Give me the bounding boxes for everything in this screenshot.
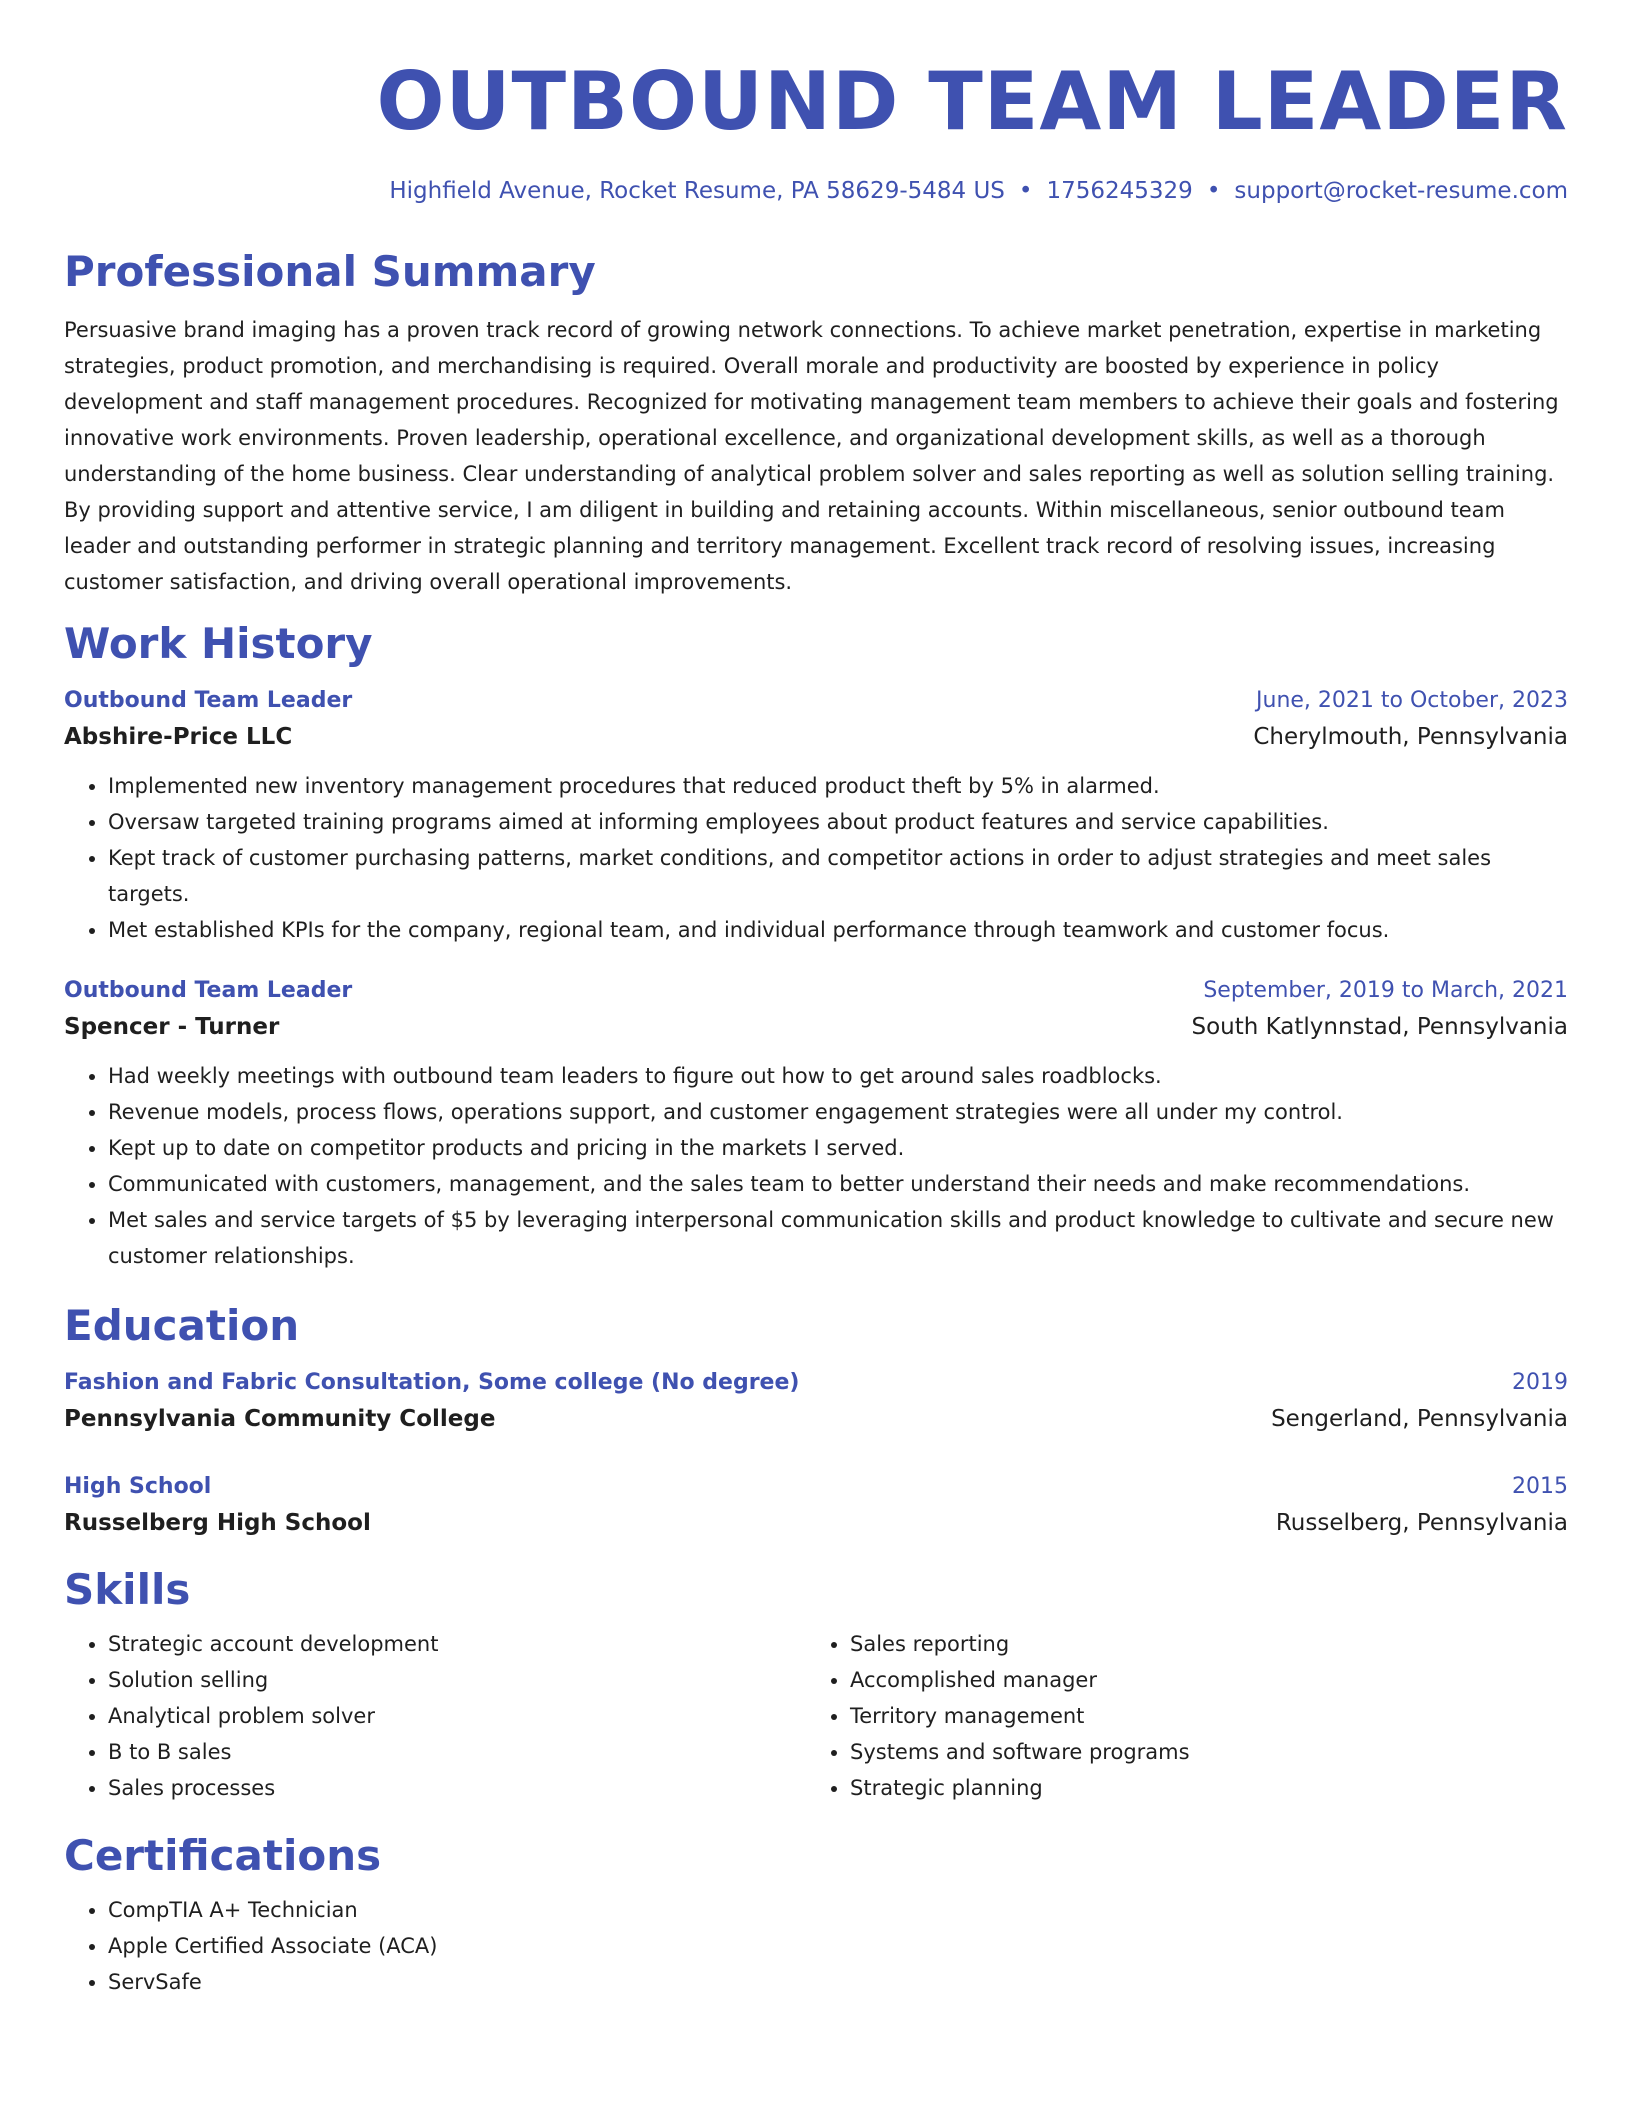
skill-item: • Territory management xyxy=(850,1698,1548,1734)
job-bullets xyxy=(64,1058,1568,1274)
job-bullets xyxy=(64,768,1568,948)
skill-item: • Sales processes xyxy=(108,1770,806,1806)
education-header-row xyxy=(64,1366,1568,1400)
job-header-row xyxy=(64,684,1568,718)
job-bullet: • Kept up to date on competitor products and pricing in the markets I served. xyxy=(108,1130,1568,1166)
skill-item: • Solution selling xyxy=(108,1662,806,1698)
education-school: Russelberg High School xyxy=(64,1510,371,1536)
education-header-row xyxy=(64,1470,1568,1504)
resume-page xyxy=(64,52,1568,2000)
education-heading: Education xyxy=(64,1301,300,1350)
education-location: Russelberg, Pennsylvania xyxy=(1275,1510,1568,1536)
resume-header xyxy=(64,52,1568,206)
education-school: Pennsylvania Community College xyxy=(64,1406,496,1432)
education-school-row xyxy=(64,1504,1568,1542)
education-degree: Fashion and Fabric Consultation, Some college (No degree) xyxy=(64,1370,800,1395)
job-company-row xyxy=(64,1008,1568,1046)
skills-list-right xyxy=(806,1626,1548,1806)
job-bullet: • Communicated with customers, management, and the sales team to better understand their needs and make recommendations. xyxy=(108,1166,1568,1202)
contact-phone: 1756245329 xyxy=(1046,178,1193,204)
job-bullet: • Had weekly meetings with outbound team leaders to figure out how to get around sales roadblocks. xyxy=(108,1058,1568,1094)
skill-item: • Strategic account development xyxy=(108,1626,806,1662)
job-company: Abshire-Price LLC xyxy=(64,724,293,750)
job-dates: September, 2019 to March, 2021 xyxy=(1203,978,1568,1003)
contact-address: Highfield Avenue, Rocket Resume, PA 58629-5484 US xyxy=(389,178,1005,204)
skill-item: • Sales reporting xyxy=(850,1626,1548,1662)
job-entry xyxy=(64,684,1568,948)
job-header-row xyxy=(64,974,1568,1008)
certification-item: • CompTIA A+ Technician xyxy=(108,1892,1568,1928)
skills-list-left xyxy=(64,1626,806,1806)
skill-item: • Strategic planning xyxy=(850,1770,1548,1806)
job-bullet: • Kept track of customer purchasing patterns, market conditions, and competitor actions in order to adjust strategies and meet sales targets. xyxy=(108,840,1568,912)
job-company: Spencer - Turner xyxy=(64,1014,280,1040)
skill-item: • Analytical problem solver xyxy=(108,1698,806,1734)
work-history-heading: Work History xyxy=(64,619,373,668)
job-location: Cherylmouth, Pennsylvania xyxy=(1253,724,1568,750)
skill-item: • Systems and software programs xyxy=(850,1734,1548,1770)
job-location: South Katlynnstad, Pennsylvania xyxy=(1191,1014,1568,1040)
job-dates: June, 2021 to October, 2023 xyxy=(1256,688,1568,713)
contact-email: support@rocket-resume.com xyxy=(1234,178,1568,204)
skills-columns xyxy=(64,1626,1568,1806)
education-location: Sengerland, Pennsylvania xyxy=(1271,1406,1568,1432)
summary-text: Persuasive brand imaging has a proven track record of growing network connections. To achieve market penetration, expertise in marketing strategies, product promotion, and merchandising is required. Overall morale and productivity are boosted by experience in policy development and staff management procedures. Recognized for motivating management team members to achieve their goals and fostering innovative work environments. Proven leadership, operational excellence, and organizational development skills, as well as a thorough understanding of the home business. Clear understanding of analytical problem solver and sales reporting as well as solution selling training. By providing support and attentive service, I am diligent in building and retaining accounts. Within miscellaneous, senior outbound team leader and outstanding performer in strategic planning and territory management. Excellent track record of resolving issues, increasing customer satisfaction, and driving overall operational improvements. xyxy=(64,318,1559,594)
certification-item: • Apple Certified Associate (ACA) xyxy=(108,1928,1568,1964)
certification-item: • ServSafe xyxy=(108,1964,1568,2000)
contact-line xyxy=(64,176,1568,206)
certifications-heading: Certifications xyxy=(64,1831,382,1880)
education-year: 2019 xyxy=(1512,1370,1568,1395)
contact-separator: • xyxy=(1206,178,1221,204)
job-entry xyxy=(64,974,1568,1274)
education-year: 2015 xyxy=(1512,1474,1568,1499)
job-bullet: • Revenue models, process flows, operations support, and customer engagement strategies were all under my control. xyxy=(108,1094,1568,1130)
job-role: Outbound Team Leader xyxy=(64,688,353,713)
education-school-row xyxy=(64,1400,1568,1438)
certifications-list xyxy=(64,1892,1568,2000)
skill-item: • B to B sales xyxy=(108,1734,806,1770)
job-bullet: • Implemented new inventory management procedures that reduced product theft by 5% in alarmed. xyxy=(108,768,1568,804)
education-entry xyxy=(64,1470,1568,1542)
education-degree: High School xyxy=(64,1474,212,1499)
job-bullet: • Met sales and service targets of $5 by leveraging interpersonal communication skills and product knowledge to cultivate and secure new customer relationships. xyxy=(108,1202,1568,1274)
job-bullet: • Met established KPIs for the company, regional team, and individual performance through teamwork and customer focus. xyxy=(108,912,1568,948)
skills-heading: Skills xyxy=(64,1565,191,1614)
summary-heading: Professional Summary xyxy=(64,247,596,296)
education-entry xyxy=(64,1366,1568,1438)
contact-separator: • xyxy=(1018,178,1033,204)
job-bullet: • Oversaw targeted training programs aimed at informing employees about product features and service capabilities. xyxy=(108,804,1568,840)
candidate-title: OUTBOUND TEAM LEADER xyxy=(376,55,1568,148)
job-role: Outbound Team Leader xyxy=(64,978,353,1003)
skill-item: • Accomplished manager xyxy=(850,1662,1548,1698)
job-company-row xyxy=(64,718,1568,756)
